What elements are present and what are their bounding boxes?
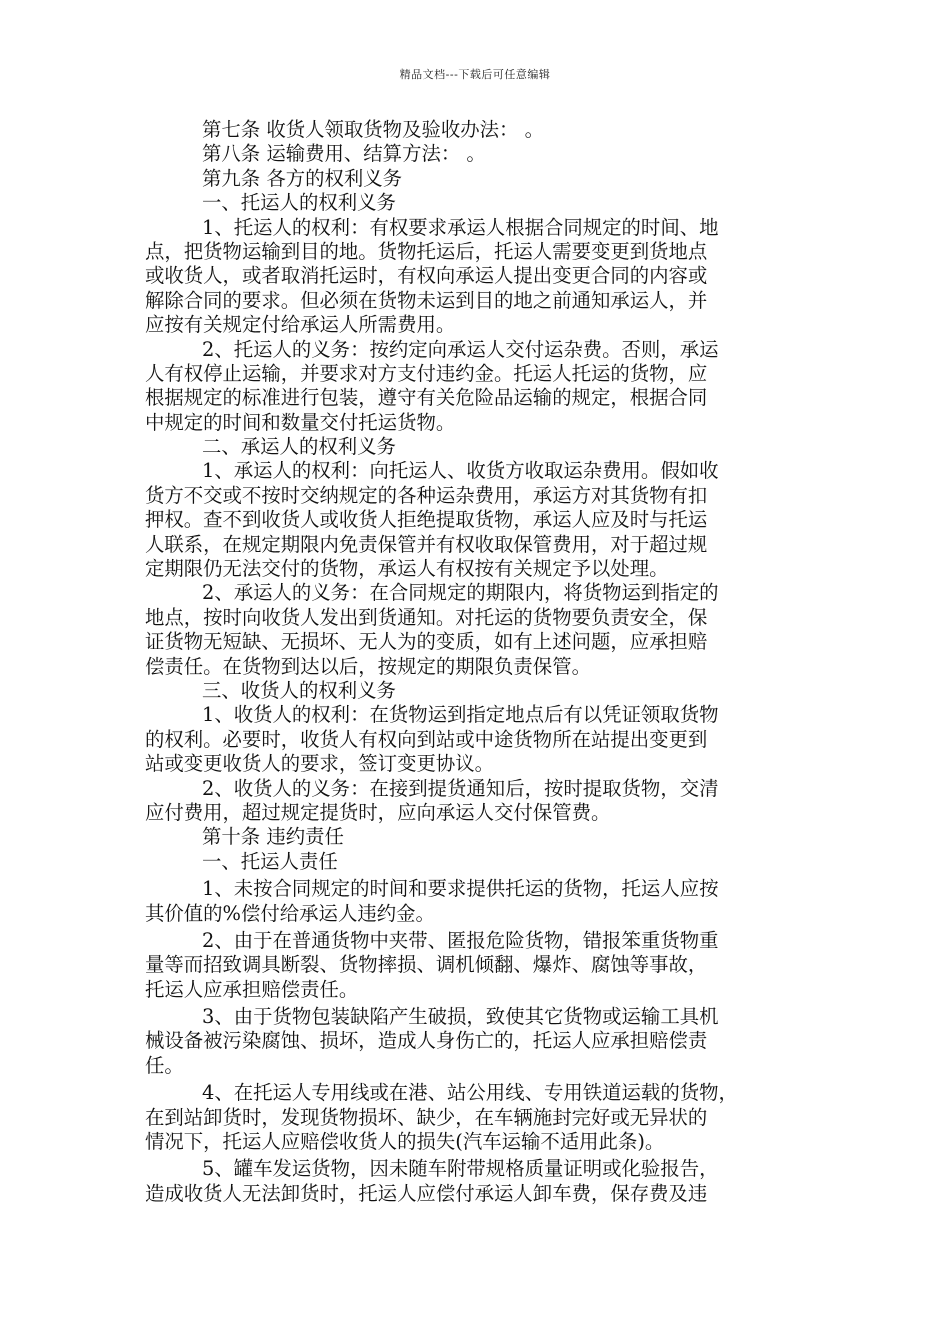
paragraph-line: 应付费用，超过规定提货时，应向承运人交付保管费。 [145,800,611,824]
paragraph-line: 托运人应承担赔偿责任。 [145,977,359,1001]
paragraph-line: 5、罐车发运货物，因未随车附带规格质量证明或化验报告， [202,1157,719,1181]
paragraph-line: 证货物无短缺、无损坏、无人为的变质，如有上述问题，应承担赔 [145,630,708,654]
paragraph-line: 量等而招致调具断裂、货物摔损、调机倾翻、爆炸、腐蚀等事故， [145,953,708,977]
paragraph-line: 解除合同的要求。但必须在货物未运到目的地之前通知承运人，并 [145,288,708,312]
paragraph-line: 2、承运人的义务：在合同规定的期限内，将货物运到指定的 [202,581,719,605]
document-body [145,118,807,1206]
paragraph-line: 或收货人，或者取消托运时，有权向承运人提出变更合同的内容或 [145,264,708,288]
paragraph-line: 押权。查不到收货人或收货人拒绝提取货物，承运人应及时与托运 [145,508,708,532]
section-heading: 一、托运人责任 [202,849,338,873]
paragraph-line: 货方不交或不按时交纳规定的各种运杂费用，承运方对其货物有扣 [145,483,708,507]
paragraph-line: 任。 [145,1053,184,1077]
page-header: 精品文档---下载后可任意编辑 [399,68,551,81]
paragraph-line: 情况下，托运人应赔偿收货人的损失(汽车运输不适用此条)。 [145,1130,665,1154]
paragraph-line: 4、在托运人专用线或在港、站公用线、专用铁道运载的货物， [202,1081,738,1105]
paragraph-line: 1、托运人的权利：有权要求承运人根据合同规定的时间、地 [202,215,719,239]
paragraph-line: 应按有关规定付给承运人所需费用。 [145,313,456,337]
article-9-heading: 第九条 各方的权利义务 [202,166,403,190]
paragraph-line: 2、收货人的义务：在接到提货通知后，按时提取货物，交清 [202,776,719,800]
section-heading: 二、承运人的权利义务 [202,435,396,459]
paragraph-line: 在到站卸货时，发现货物损坏、缺少，在车辆施封完好或无异状的 [145,1105,708,1129]
section-heading: 一、托运人的权利义务 [202,191,396,215]
paragraph-line: 1、未按合同规定的时间和要求提供托运的货物，托运人应按 [202,877,719,901]
paragraph-line: 1、承运人的权利：向托运人、收货方收取运杂费用。假如收 [202,459,719,483]
article-7: 第七条 收货人领取货物及验收办法： 。 [202,118,544,141]
paragraph-line: 定期限仍无法交付的货物，承运人有权按有关规定予以处理。 [145,557,669,581]
paragraph-line: 偿责任。在货物到达以后，按规定的期限负责保管。 [145,654,591,678]
paragraph-line: 的权利。必要时，收货人有权向到站或中途货物所在站提出变更到 [145,727,708,751]
paragraph-line: 中规定的时间和数量交付托运货物。 [145,410,456,434]
paragraph-line: 3、由于货物包装缺陷产生破损，致使其它货物或运输工具机 [202,1005,719,1029]
paragraph-line: 根据规定的标准进行包装，遵守有关危险品运输的规定，根据合同 [145,386,708,410]
paragraph-line: 人联系，在规定期限内免责保管并有权收取保管费用，对于超过规 [145,532,708,556]
paragraph-line: 人有权停止运输，并要求对方支付违约金。托运人托运的货物，应 [145,361,708,385]
article-10-heading: 第十条 违约责任 [202,825,344,849]
paragraph-line: 2、由于在普通货物中夹带、匿报危险货物，错报笨重货物重 [202,928,719,952]
paragraph-line: 1、收货人的权利：在货物运到指定地点后有以凭证领取货物 [202,703,719,727]
paragraph-line: 站或变更收货人的要求，签订变更协议。 [145,752,495,776]
paragraph-line: 点，把货物运输到目的地。货物托运后，托运人需要变更到货地点 [145,239,708,263]
paragraph-line: 其价值的%偿付给承运人违约金。 [145,901,435,925]
paragraph-line: 造成收货人无法卸货时，托运人应偿付承运人卸车费，保存费及违 [145,1181,708,1205]
paragraph-line: 2、托运人的义务：按约定向承运人交付运杂费。否则，承运 [202,337,719,361]
section-heading: 三、收货人的权利义务 [202,678,396,702]
paragraph-line: 械设备被污染腐蚀、损坏，造成人身伤亡的，托运人应承担赔偿责 [145,1029,708,1053]
article-8: 第八条 运输费用、结算方法： 。 [202,142,486,166]
paragraph-line: 地点，按时向收货人发出到货通知。对托运的货物要负责安全，保 [145,605,708,629]
